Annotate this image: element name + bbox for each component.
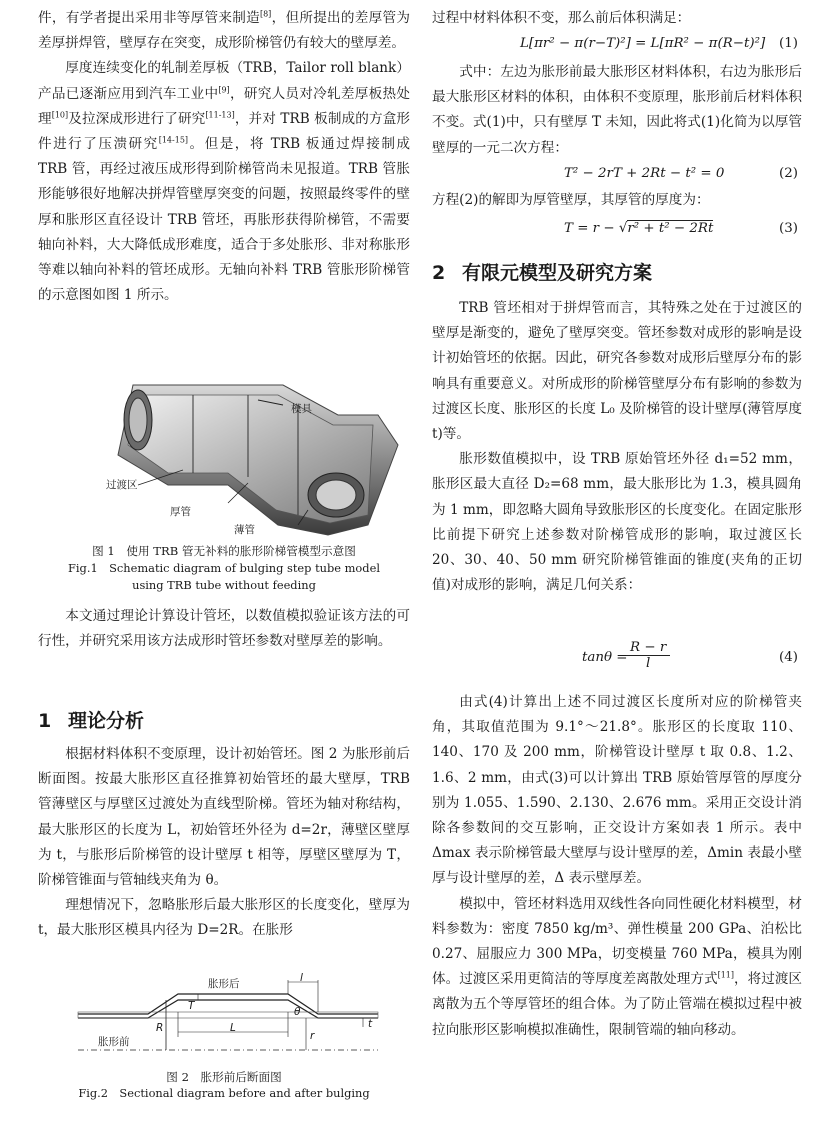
equation-4-fraction	[626, 640, 670, 671]
figure-1-image	[38, 370, 410, 540]
paragraph: 式中：左边为胀形前最大胀形区材料体积，右边为胀形后最大胀形区材料的体积，由体积不变原理，胀形前后材料体积不变。式(1)中，只有壁厚 T 未知，因此将式(1)化简为以厚管壁厚的一元二次方程：	[432, 64, 802, 156]
equation-4-number: (4)	[779, 650, 798, 665]
citation: [14-15]	[158, 135, 189, 145]
figure-1-caption-en-2: using TRB tube without feeding	[132, 578, 316, 592]
equation-1-number: (1)	[779, 36, 798, 51]
label-T: T	[188, 1000, 195, 1012]
figure-2-caption-cn: 图 2 胀形前后断面图	[166, 1070, 282, 1084]
paragraph: 模拟中，管坯材料选用双线性各向同性硬化材料模型，材料参数为：密度 7850 kg/m³、弹性模量 200 GPa、泊松比 0.27、屈服应力 300 MPa，切变模量 760 MPa，模具为刚体。过渡区采用更简洁的等厚度差离散处理方式[11]，将过渡区离散为五个等厚管坯的组合体。为了防止管端在模拟过程中被拉向胀形区影响模拟准确性，限制管端的轴向移动。	[432, 895, 803, 1038]
citation: [8]	[259, 9, 272, 19]
citation: [11]	[717, 970, 735, 980]
label-thick-tube: 厚管	[170, 506, 191, 518]
figure-1-caption-cn: 图 1 使用 TRB 管无补料的胀形阶梯管模型示意图	[92, 544, 356, 558]
equation-3-radicand: r² + t² − 2Rt	[627, 221, 714, 236]
section-number: 1	[38, 710, 52, 732]
label-thin-tube: 薄管	[234, 524, 255, 536]
equation-2-number: (2)	[779, 166, 798, 181]
paragraph: 由式(4)计算出上述不同过渡区长度所对应的阶梯管夹角，其取值范围为 9.1°～21.8°。胀形区的长度取 110、140、170 及 200 mm，阶梯管设计壁厚 t 取 0.8、1.2、1.6、2 mm，由式(3)可以计算出 TRB 原始管厚管的厚度分别为 1.055、1.590、2.130、2.676 mm。采用正交设计消除各参数间的交互影响，正交设计方案如表 1 所示。表中 Δmax 表示阶梯管最大壁厚与设计壁厚的差，Δmin 表最小壁厚与设计壁厚的差，Δ 表示壁厚差。	[432, 694, 802, 887]
equation-1-expr: L[πr² − π(r−T)²] = L[πR² − π(R−t)²]	[520, 36, 766, 51]
equation-3-lhs: T = r −	[564, 221, 619, 236]
figure-1	[38, 370, 410, 595]
paragraph: 方程(2)的解即为厚管壁厚，其厚管的厚度为：	[432, 192, 710, 208]
label-L: L	[230, 1022, 236, 1034]
equation-4	[432, 640, 802, 680]
figure-1-caption-en: Fig.1 Schematic diagram of bulging step tube model	[68, 561, 380, 575]
section-title: 理论分析	[68, 710, 145, 732]
paragraph: 厚度连续变化的轧制差厚板（TRB，Tailor roll blank）产品已逐渐应用到汽车工业中[9]，研究人员对冷轧差厚板热处理[10]及拉深成形进行了研究[11-13]，并对 TRB 板制成的方盒形件进行了压溃研究[14-15]。但是，将 TRB 板通过焊接制成 TRB 管，再经过液压成形得到阶梯管尚未见报道。TRB 管胀形能够很好地解决拼焊管壁厚突变的问题，按照最终零件的壁厚和胀形区直径设计 TRB 管坯，再胀形获得阶梯管，不需要轴向补料，大大降低成形难度，适合于多处胀形、非对称胀形等难以轴向补料的管坯成形。无轴向补料 TRB 管胀形阶梯管的示意图如图 1 所示。	[38, 60, 411, 304]
label-l: l	[300, 972, 303, 984]
figure-2	[38, 972, 410, 1102]
label-r: r	[310, 1030, 315, 1042]
label-after-bulging: 胀形后	[208, 978, 240, 990]
equation-3-number: (3)	[779, 221, 798, 236]
equation-2-expr: T² − 2rT + 2Rt − t² = 0	[564, 166, 725, 181]
section-title: 有限元模型及研究方案	[462, 262, 653, 284]
paragraph: TRB 管坯相对于拼焊管而言，其特殊之处在于过渡区的壁厚是渐变的，避免了壁厚突变。管坯参数对成形的影响是设计初始管坯的依据。因此，研究各参数对成形后壁厚分布的影响具有重要意义。对所成形的阶梯管壁厚分布有影响的参数为过渡区长度、胀形区的长度 L₀ 及阶梯管的设计壁厚(薄管厚度 t)等。	[432, 300, 802, 443]
section-heading-1	[38, 706, 144, 733]
section-heading-2	[432, 258, 652, 285]
equation-4-numerator: R − r	[626, 640, 670, 656]
section-number: 2	[432, 262, 446, 284]
figure-2-caption-en: Fig.2 Sectional diagram before and after bulging	[78, 1086, 370, 1100]
paragraph: 过程中材料体积不变，那么前后体积满足：	[432, 10, 691, 26]
equation-3	[432, 218, 802, 243]
citation: [9]	[218, 85, 230, 95]
label-t: t	[368, 1018, 373, 1030]
equation-4-lhs: tanθ =	[582, 650, 628, 665]
label-transition: 过渡区	[106, 479, 138, 491]
citation: [10]	[51, 110, 69, 120]
equation-4-denominator: l	[645, 656, 651, 671]
citation: [11-13]	[205, 110, 235, 120]
paragraph: 理想情况下，忽略胀形后最大胀形区的长度变化，壁厚为 t，最大胀形区模具内径为 D=2R。在胀形	[38, 897, 410, 939]
paragraph: 根据材料体积不变原理，设计初始管坯。图 2 为胀形前后断面图。按最大胀形区直径推算初始管坯的最大壁厚，TRB 管薄壁区与厚壁区过渡处为直线型阶梯。管坯为轴对称结构，最大胀形区的长度为 L，初始管坯外径为 d=2r，薄壁区壁厚为 t，与胀形后阶梯管的设计壁厚 t 相等，厚壁区壁厚为 T，阶梯管锥面与管轴线夹角为 θ。	[38, 746, 410, 889]
paragraph: 件，有学者提出采用非等厚管来制造[8]，但所提出的差厚管为差厚拼焊管，壁厚存在突变，成形阶梯管仍有较大的壁厚差。	[38, 9, 411, 52]
paragraph: 胀形数值模拟中，设 TRB 原始管坯外径 d₁=52 mm，胀形区最大直径 D₂=68 mm，最大胀形比为 1.3，模具圆角为 1 mm，即忽略大圆角导致胀形区的长度变化。在固定胀形比前提下研究上述参数对阶梯管成形的影响，取过渡区长 20、30、40、50 mm 研究阶梯管锥面的锥度(夹角的正切值)对成形的影响，满足几何关系：	[432, 451, 802, 594]
equation-2	[432, 163, 802, 188]
paragraph: 本文通过理论计算设计管坯，以数值模拟验证该方法的可行性，并研究采用该方法成形时管坯参数对壁厚差的影响。	[38, 608, 410, 650]
sqrt-sign: √	[618, 221, 628, 236]
label-before-bulging: 胀形前	[98, 1036, 130, 1048]
label-theta: θ	[294, 1006, 301, 1018]
label-mold: 模具	[291, 403, 312, 415]
equation-1	[432, 33, 802, 58]
label-R: R	[156, 1022, 164, 1034]
